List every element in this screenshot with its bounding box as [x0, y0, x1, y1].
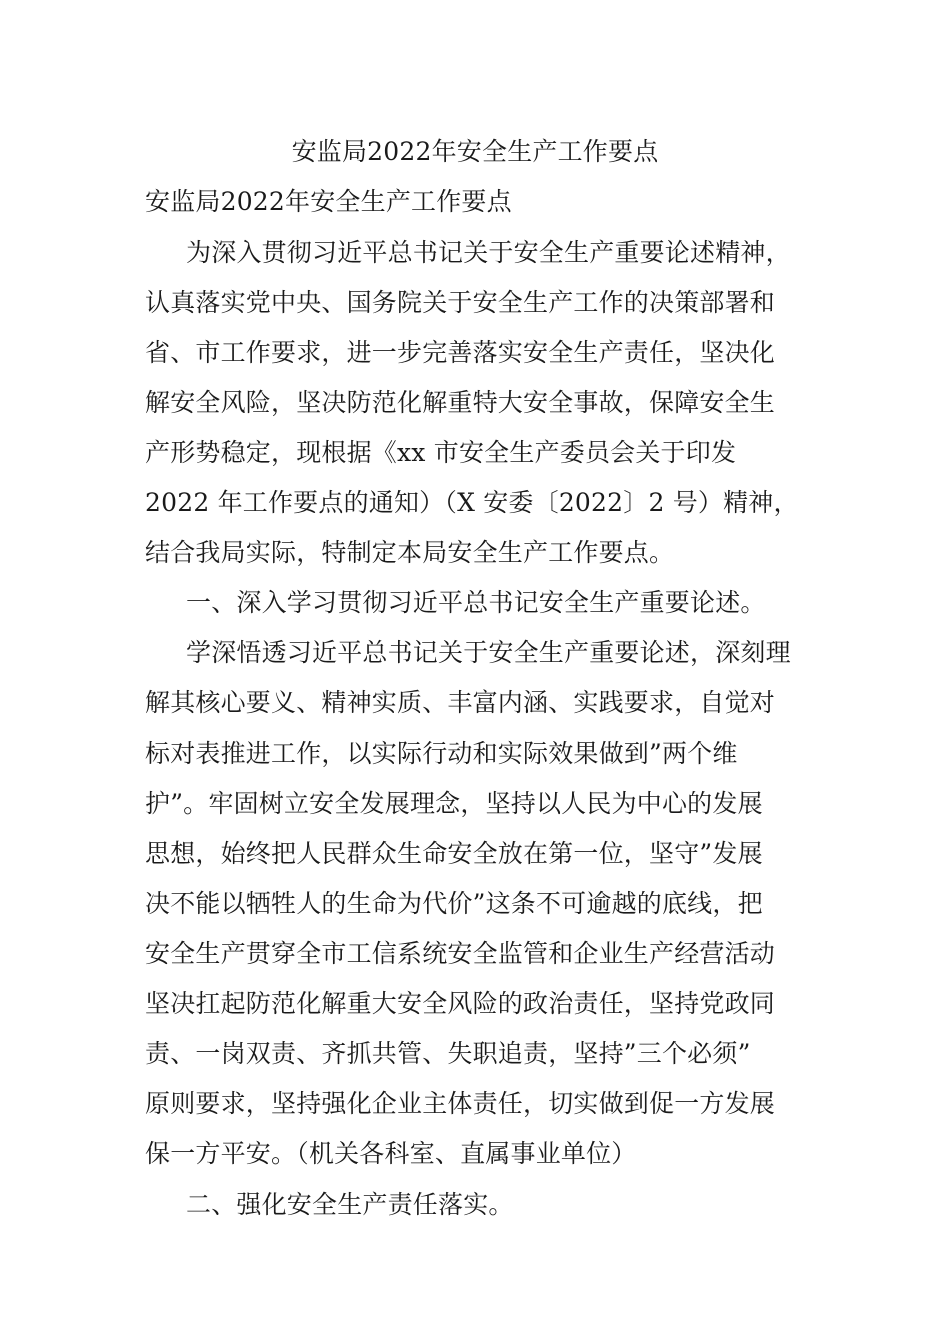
body-line: 坚决扛起防范化解重大安全风险的政治责任，坚持党政同: [145, 989, 776, 1018]
body-line: 思想，始终把人民群众生命安全放在第一位，坚守”发展: [145, 839, 763, 868]
body-line: 责、一岗双责、齐抓共管、失职追责，坚持”三个必须”: [145, 1039, 751, 1068]
body-line: 护”。牢固树立安全发展理念，坚持以人民为中心的发展: [145, 789, 763, 818]
body-line: 安全生产贯穿全市工信系统安全监管和企业生产经营活动: [145, 939, 776, 968]
body-line: 决不能以牺牲人的生命为代价”这条不可逾越的底线，把: [145, 889, 763, 918]
body-line: 2022 年工作要点的通知）（X 安委〔2022〕2 号）精神，: [145, 488, 799, 517]
section-heading: 一、深入学习贯彻习近平总书记安全生产重要论述。: [186, 588, 766, 617]
document-subtitle: 安监局2022年安全生产工作要点: [145, 187, 512, 216]
body-line: 认真落实党中央、国务院关于安全生产工作的决策部署和: [145, 288, 776, 317]
body-line: 结合我局实际，特制定本局安全生产工作要点。: [145, 538, 675, 567]
body-line: 产形势稳定，现根据《xx 市安全生产委员会关于印发: [145, 438, 737, 467]
section-heading: 二、强化安全生产责任落实。: [186, 1190, 514, 1219]
body-line: 标对表推进工作，以实际行动和实际效果做到”两个维: [145, 739, 738, 768]
body-line: 保一方平安。（机关各科室、直属事业单位）: [145, 1139, 637, 1168]
body-line: 省、市工作要求，进一步完善落实安全生产责任，坚决化: [145, 338, 776, 367]
body-line: 解其核心要义、精神实质、丰富内涵、实践要求，自觉对: [145, 688, 776, 717]
body-line: 原则要求，坚持强化企业主体责任，切实做到促一方发展: [145, 1089, 776, 1118]
body-line: 学深悟透习近平总书记关于安全生产重要论述，深刻理: [186, 638, 791, 667]
body-line: 为深入贯彻习近平总书记关于安全生产重要论述精神，: [186, 238, 791, 267]
document-title: 安监局2022年安全生产工作要点: [291, 137, 659, 166]
body-line: 解安全风险，坚决防范化解重特大安全事故，保障安全生: [145, 388, 776, 417]
